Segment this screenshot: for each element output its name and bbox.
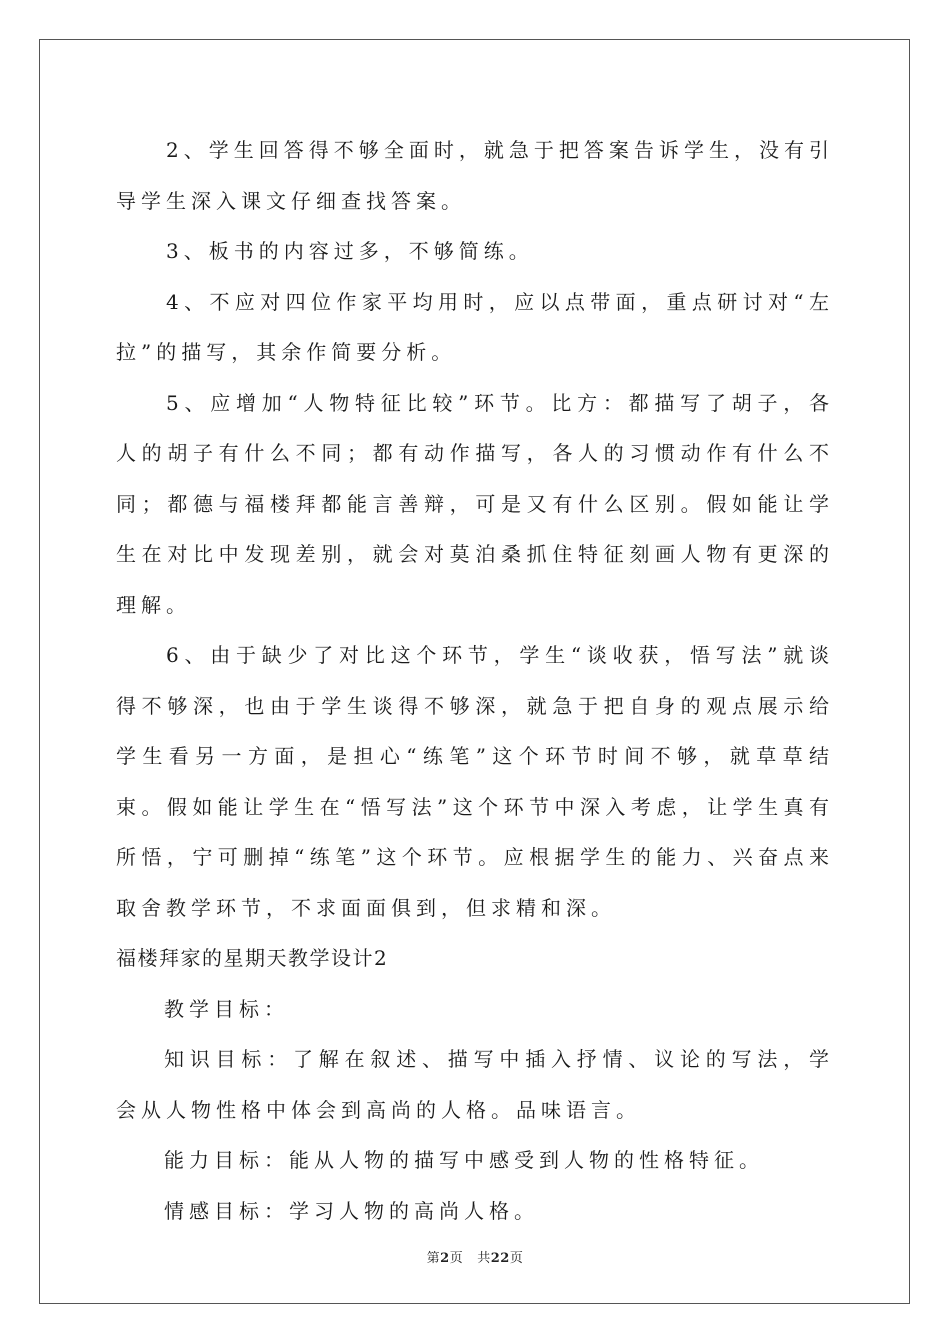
goals-heading: 教学目标：: [164, 996, 289, 1021]
goal-item: 能力目标：能从人物的描写中感受到人物的性格特征。: [164, 1148, 764, 1172]
document-body: [116, 125, 834, 1236]
paragraph: 2、学生回答得不够全面时，就急于把答案告诉学生，没有引导学生深入课文仔细查找答案。: [116, 138, 834, 213]
footer-total-suffix: 页: [509, 1251, 524, 1266]
footer-page-suffix: 页: [449, 1251, 464, 1266]
paragraph: 4、不应对四位作家平均用时，应以点带面，重点研讨对“左拉”的描写，其余作简要分析。: [116, 289, 834, 364]
goal-item: 知识目标：了解在叙述、描写中插入抒情、议论的写法，学会从人物性格中体会到高尚的人格。品味语言。: [116, 1047, 834, 1122]
page-footer: [0, 1247, 950, 1266]
footer-prefix: 第: [426, 1251, 441, 1266]
section-title: 福楼拜家的星期天教学设计2: [116, 946, 389, 970]
paragraph: 6、由于缺少了对比这个环节，学生“谈收获，悟写法”就谈得不够深，也由于学生谈得不够深，就急于把自身的观点展示给学生看另一方面，是担心“练笔”这个环节时间不够，就草草结束。假如能让学生在“悟写法”这个环节中深入考虑，让学生真有所悟，宁可删掉“练笔”这个环节。应根据学生的能力、兴奋点来取舍教学环节，不求面面俱到，但求精和深。: [116, 643, 834, 920]
footer-total-prefix: 共: [477, 1251, 491, 1266]
paragraph: 5、应增加“人物特征比较”环节。比方：都描写了胡子，各人的胡子有什么不同；都有动作描写，各人的习惯动作有什么不同；都德与福楼拜都能言善辩，可是又有什么区别。假如能让学生在对比中发现差别，就会对莫泊桑抓住特征刻画人物有更深的理解。: [116, 390, 834, 617]
page-number: 2: [440, 1251, 450, 1266]
paragraph: 3、板书的内容过多，不够简练。: [166, 239, 534, 263]
goal-item: 情感目标：学习人物的高尚人格。: [164, 1198, 539, 1223]
total-pages: 22: [490, 1251, 510, 1266]
